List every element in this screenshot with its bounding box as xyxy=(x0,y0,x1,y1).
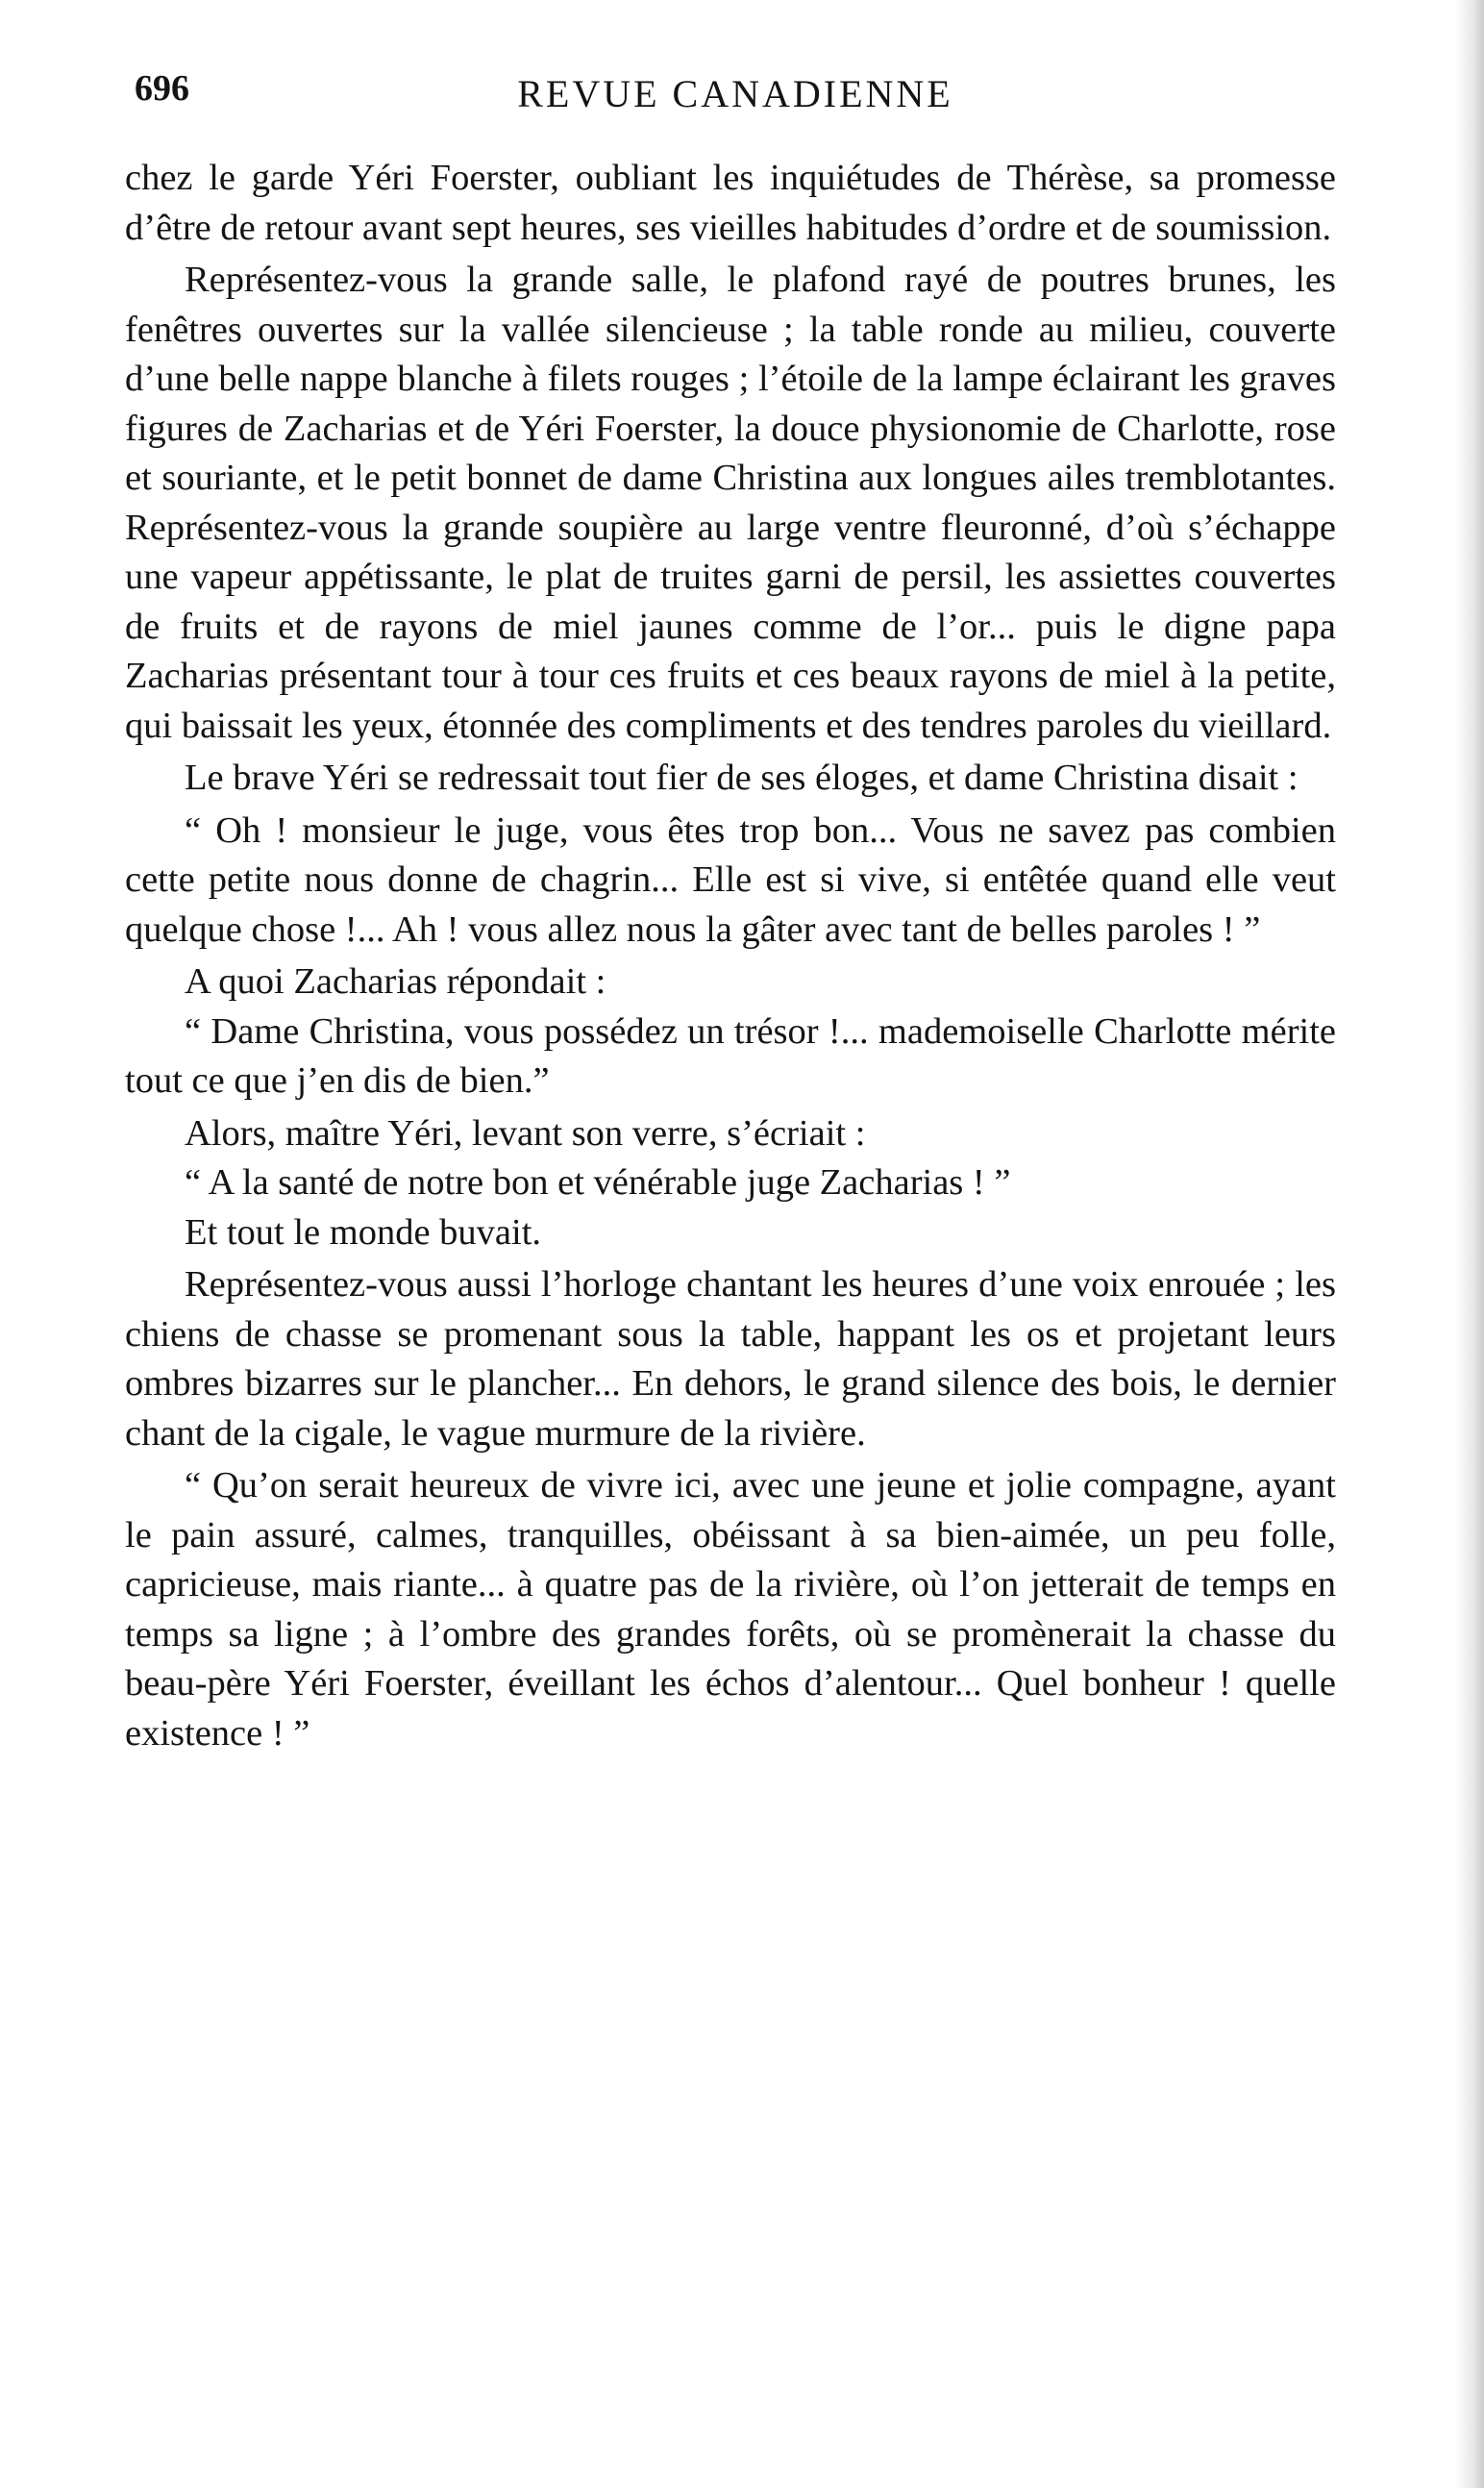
paragraph: Alors, maître Yéri, levant son verre, s’écriait : xyxy=(185,1112,866,1154)
paragraph: A quoi Zacharias répondait : xyxy=(185,961,606,1002)
paragraph: “ A la santé de notre bon et vénérable juge Zacharias ! ” xyxy=(185,1162,1011,1203)
paragraph: Représentez-vous aussi l’horloge chantant les heures d’une voix enrouée ; les chiens de chasse se promenant sous la table, happant les os et projetant leurs ombres bizarres sur le plancher... En dehors, le grand silence des bois, le dernier chant de la cigale, le vague murmure de la rivière. xyxy=(125,1264,1336,1454)
paragraph: “ Oh ! monsieur le juge, vous êtes trop bon... Vous ne savez pas combien cette petite nous donne de chagrin... Elle est si vive, si entêtée quand elle veut quelque chose !... Ah ! vous allez nous la gâter avec tant de belles paroles ! ” xyxy=(125,809,1336,950)
paragraph: Et tout le monde buvait. xyxy=(185,1211,542,1253)
page-header xyxy=(125,67,1346,135)
body-text xyxy=(125,154,1336,1761)
page-number: 696 xyxy=(135,68,189,109)
paragraph: Représentez-vous la grande salle, le plafond rayé de poutres brunes, les fenêtres ouvertes sur la vallée silencieuse ; la table ronde au milieu, couverte d’une belle nappe blanche à filets rouges ; l’étoile de la lampe éclairant les graves figures de Zacharias et de Yéri Foerster, la douce physionomie de Charlotte, rose et souriante, et le petit bonnet de dame Christina aux longues ailes tremblotantes. Représentez-vous la grande soupière au large ventre fleuronné, d’où s’échappe une vapeur appétissante, le plat de truites garni de persil, les assiettes couvertes de fruits et de rayons de miel jaunes comme de l’or... puis le digne papa Zacharias présentant tour à tour ces fruits et ces beaux rayons de miel à la petite, qui baissait les yeux, étonnée des compliments et des tendres paroles du vieillard. xyxy=(125,260,1336,746)
scan-edge-shadow xyxy=(1455,0,1484,2488)
paragraph: “ Qu’on serait heureux de vivre ici, avec une jeune et jolie compagne, ayant le pain assuré, calmes, tranquilles, obéissant à sa bien-aimée, un peu folle, capricieuse, mais riante... à quatre pas de la rivière, où l’on jetterait de temps en temps sa ligne ; à l’ombre des grandes forêts, où se promènerait la chasse du beau-père Yéri Foerster, éveillant les échos d’alentour... Quel bonheur ! quelle existence ! ” xyxy=(125,1465,1336,1754)
paragraph: chez le garde Yéri Foerster, oubliant les inquiétudes de Thérèse, sa promesse d’être de retour avant sept heures, ses vieilles habitudes d’ordre et de soumission. xyxy=(125,158,1336,248)
paragraph: “ Dame Christina, vous possédez un trésor !... mademoiselle Charlotte mérite tout ce que j’en dis de bien.” xyxy=(125,1010,1336,1101)
paragraph: Le brave Yéri se redressait tout fier de ses éloges, et dame Christina disait : xyxy=(185,758,1298,798)
running-title: REVUE CANADIENNE xyxy=(517,72,953,115)
